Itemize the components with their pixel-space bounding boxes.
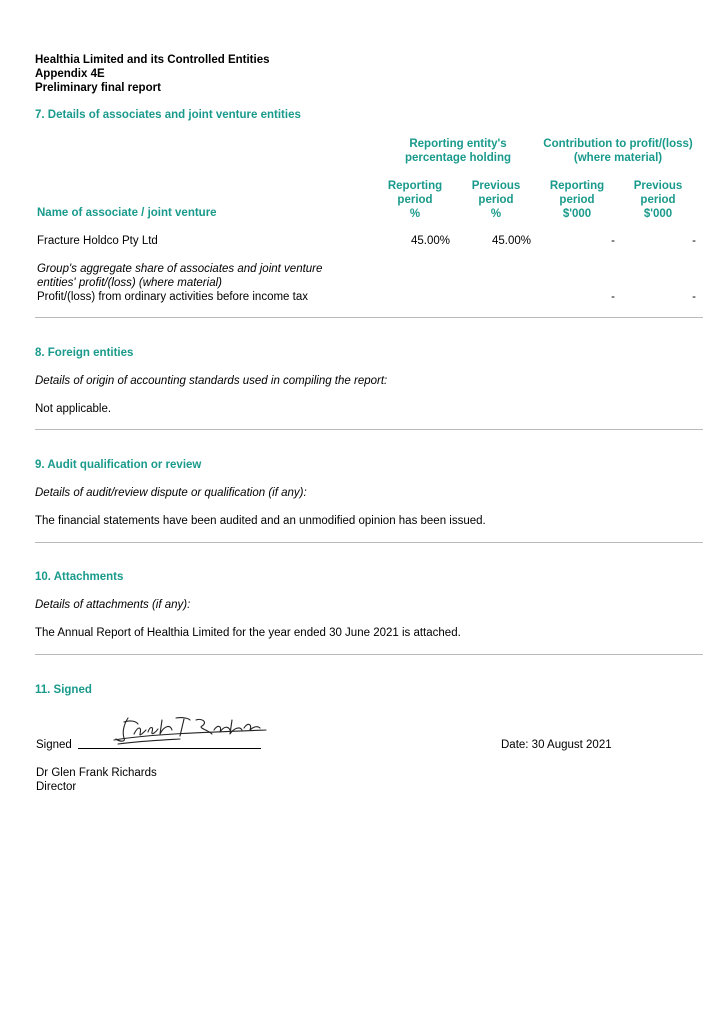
col-reporting-pct: Reporting period % — [387, 180, 443, 220]
previous-000-value: - — [692, 235, 696, 247]
associate-name: Fracture Holdco Pty Ltd — [37, 235, 158, 247]
section-7-title: 7. Details of associates and joint venture entities — [35, 109, 301, 121]
col-previous-pct: Previous period % — [471, 180, 521, 220]
section-8-text: Not applicable. — [35, 403, 112, 415]
previous-pct-value: 45.00% — [491, 235, 531, 247]
holding-group-header: Reporting entity's percentage holding — [404, 138, 512, 164]
name-column-header: Name of associate / joint venture — [37, 207, 217, 219]
reporting-pct-value: 45.00% — [410, 235, 450, 247]
report-type: Preliminary final report — [35, 82, 161, 94]
signatory-role: Director — [36, 781, 77, 793]
section-10-text: The Annual Report of Healthia Limited for the year ended 30 June 2021 is attached. — [35, 627, 461, 639]
col-previous-000: Previous period $'000 — [633, 180, 683, 220]
section-9-text: The financial statements have been audited and an unmodified opinion has been issued. — [35, 515, 486, 527]
signed-date: Date: 30 August 2021 — [501, 739, 612, 751]
signed-label: Signed — [36, 739, 72, 751]
profit-reporting-value: - — [611, 291, 615, 303]
aggregate-label-line1: Group's aggregate share of associates and joint venture — [37, 263, 323, 275]
divider — [35, 429, 703, 430]
section-10-title: 10. Attachments — [35, 571, 124, 583]
signature-line — [78, 748, 261, 749]
divider — [35, 654, 703, 655]
company-name: Healthia Limited and its Controlled Entities — [35, 54, 270, 66]
section-8-prompt: Details of origin of accounting standards used in compiling the report: — [35, 375, 388, 387]
signed-line — [36, 739, 261, 751]
divider — [35, 317, 703, 318]
section-9-title: 9. Audit qualification or review — [35, 459, 202, 471]
section-11-title: 11. Signed — [35, 684, 92, 696]
profit-previous-value: - — [692, 291, 696, 303]
reporting-000-value: - — [611, 235, 615, 247]
aggregate-label-line2: entities' profit/(loss) (where material) — [37, 277, 222, 289]
signatory-name: Dr Glen Frank Richards — [36, 767, 157, 779]
appendix-label: Appendix 4E — [35, 68, 105, 80]
col-reporting-000: Reporting period $'000 — [549, 180, 605, 220]
profit-row-label: Profit/(loss) from ordinary activities before income tax — [37, 291, 308, 303]
section-8-title: 8. Foreign entities — [35, 347, 134, 359]
contribution-group-header: Contribution to profit/(loss) (where material) — [543, 138, 693, 164]
section-9-prompt: Details of audit/review dispute or qualification (if any): — [35, 487, 307, 499]
divider — [35, 542, 703, 543]
section-10-prompt: Details of attachments (if any): — [35, 599, 191, 611]
